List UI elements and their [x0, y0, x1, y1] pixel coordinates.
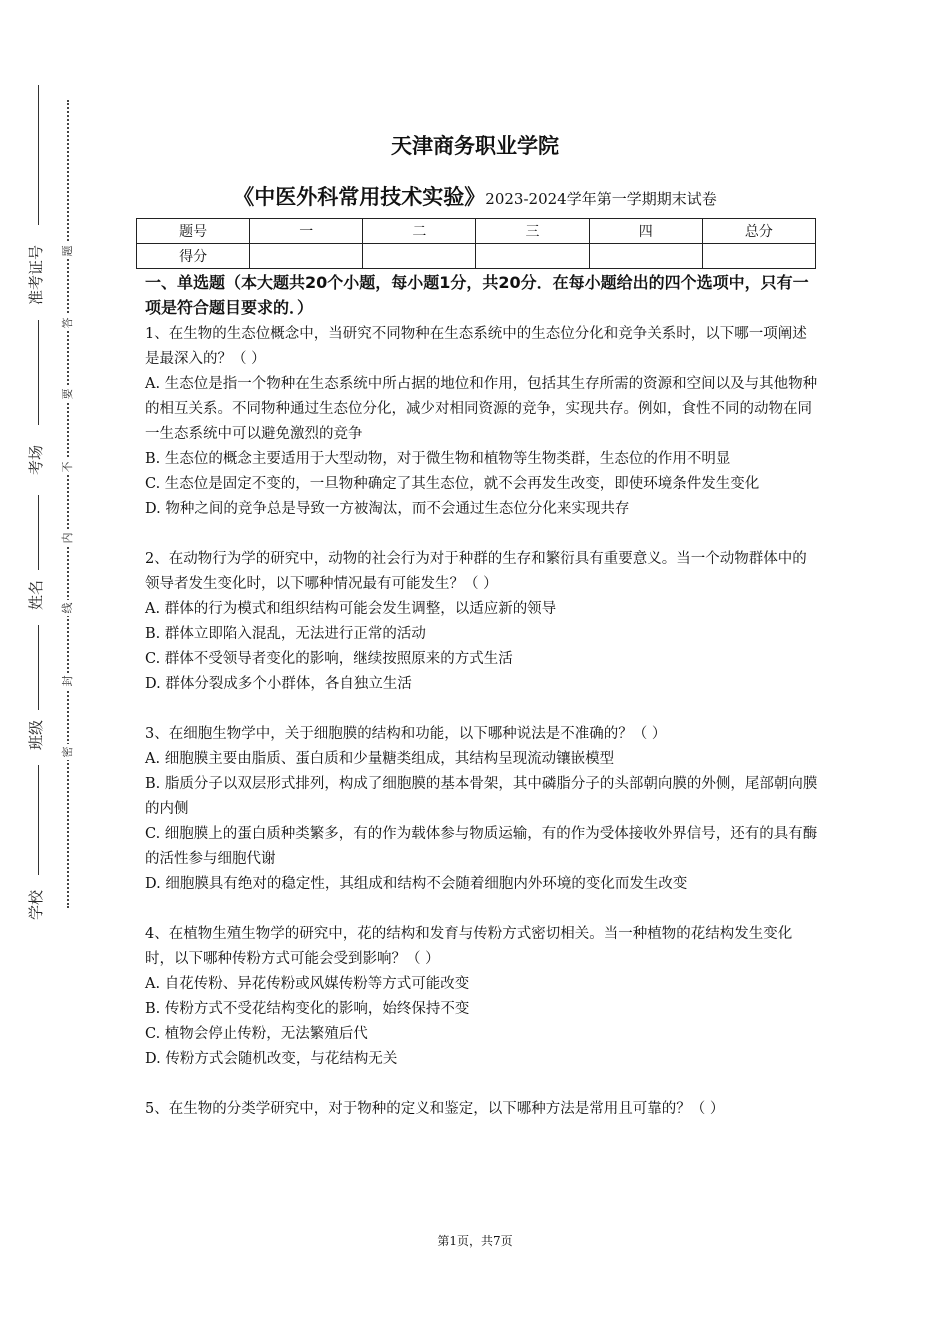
option-d: D. 群体分裂成多个小群体，各自独立生活 — [145, 676, 412, 692]
seal-char: 封 — [60, 673, 76, 689]
question-stem: 2、在动物行为学的研究中，动物的社会行为对于种群的生存和繁衍具有重要意义。当一个动物群体中的领导者发生变化时，以下哪种情况最有可能发生？（ ） — [145, 551, 807, 592]
seal-char: 内 — [60, 530, 76, 546]
score-table-score-row — [137, 244, 816, 269]
option-b: B. 生态位的概念主要适用于大型动物，对于微生物和植物等生物类群，生态位的作用不明显 — [145, 451, 731, 467]
score-row-label: 得分 — [137, 244, 250, 269]
seal-char: 要 — [60, 386, 76, 402]
option-c: C. 群体不受领导者变化的影响，继续按照原来的方式生活 — [145, 651, 513, 667]
binding-label-school: 学校 — [27, 890, 45, 921]
question-stem: 4、在植物生殖生物学的研究中，花的结构和发育与传粉方式密切相关。当一种植物的花结构发生变化时，以下哪种传粉方式可能会受到影响？（ ） — [145, 926, 793, 967]
question-1 — [145, 322, 820, 522]
score-header-cell: 三 — [476, 219, 589, 244]
option-a: A. 生态位是指一个物种在生态系统中所占据的地位和作用，包括其生存所需的资源和空间以及与其他物种的相互关系。不同物种通过生态位分化，减少对相同资源的竞争，实现共存。例如，食性不同的动物在同一生态系统中可以避免激烈的竞争 — [145, 376, 818, 442]
question-4 — [145, 922, 820, 1072]
question-2 — [145, 547, 820, 697]
binding-line — [38, 625, 39, 710]
option-c: C. 细胞膜上的蛋白质种类繁多，有的作为载体参与物质运输，有的作为受体接收外界信号，还有的具有酶的活性参与细胞代谢 — [145, 826, 818, 867]
binding-label-name: 姓名 — [27, 580, 45, 611]
binding-label-class: 班级 — [27, 720, 45, 751]
score-header-cell: 二 — [363, 219, 476, 244]
score-cell — [363, 244, 476, 269]
option-a: A. 群体的行为模式和组织结构可能会发生调整，以适应新的领导 — [145, 601, 557, 617]
seal-dotted-line — [67, 100, 69, 908]
option-b: B. 传粉方式不受花结构变化的影响，始终保持不变 — [145, 1001, 470, 1017]
score-cell — [702, 244, 815, 269]
score-header-cell: 总分 — [702, 219, 815, 244]
score-header-cell: 四 — [589, 219, 702, 244]
exam-subtitle — [0, 181, 950, 211]
exam-term: 2023-2024学年第一学期期末试卷 — [485, 190, 717, 208]
school-title: 天津商务职业学院 — [391, 134, 559, 158]
score-cell — [250, 244, 363, 269]
option-c: C. 植物会停止传粉，无法繁殖后代 — [145, 1026, 368, 1042]
option-d: D. 物种之间的竞争总是导致一方被淘汰，而不会通过生态位分化来实现共存 — [145, 501, 630, 517]
score-header-cell: 题号 — [137, 219, 250, 244]
question-3 — [145, 722, 820, 897]
question-stem: 3、在细胞生物学中，关于细胞膜的结构和功能，以下哪种说法是不准确的？（ ） — [145, 726, 667, 742]
question-stem: 1、在生物的生态位概念中，当研究不同物种在生态系统中的生态位分化和竞争关系时，以下哪一项阐述是最深入的？（ ） — [145, 326, 807, 367]
option-a: A. 细胞膜主要由脂质、蛋白质和少量糖类组成，其结构呈现流动镶嵌模型 — [145, 751, 615, 767]
section-heading: 一、单选题（本大题共20个小题，每小题1分，共20分．在每小题给出的四个选项中，只有一项是符合题目要求的．） — [145, 273, 809, 317]
score-cell — [476, 244, 589, 269]
option-d: D. 细胞膜具有绝对的稳定性，其组成和结构不会随着细胞内外环境的变化而发生改变 — [145, 876, 688, 892]
binding-line — [38, 320, 39, 425]
question-stem: 5、在生物的分类学研究中，对于物种的定义和鉴定，以下哪种方法是常用且可靠的？（ ） — [145, 1101, 725, 1117]
binding-line — [38, 765, 39, 875]
option-d: D. 传粉方式会随机改变，与花结构无关 — [145, 1051, 398, 1067]
seal-char: 答 — [60, 315, 76, 331]
option-a: A. 自花传粉、异花传粉或风媒传粉等方式可能改变 — [145, 976, 470, 992]
binding-label-exam-room: 考场 — [27, 445, 45, 476]
option-b: B. 脂质分子以双层形式排列，构成了细胞膜的基本骨架，其中磷脂分子的头部朝向膜的外侧，尾部朝向膜的内侧 — [145, 776, 818, 817]
score-cell — [589, 244, 702, 269]
binding-line — [38, 495, 39, 570]
seal-char: 密 — [60, 744, 76, 760]
option-c: C. 生态位是固定不变的，一旦物种确定了其生态位，就不会再发生改变，即使环境条件发生变化 — [145, 476, 760, 492]
question-5 — [145, 1097, 820, 1122]
binding-label-exam-id: 准考证号 — [27, 244, 45, 305]
score-header-cell: 一 — [250, 219, 363, 244]
exam-content — [145, 270, 820, 1147]
score-table — [136, 218, 816, 269]
option-b: B. 群体立即陷入混乱，无法进行正常的活动 — [145, 626, 426, 642]
page-footer: 第1页，共7页 — [437, 1234, 513, 1248]
seal-char: 不 — [60, 459, 76, 475]
course-name: 《中医外科常用技术实验》 — [233, 185, 486, 209]
seal-char: 题 — [60, 243, 76, 259]
seal-char: 线 — [60, 600, 76, 616]
score-table-header-row — [137, 219, 816, 244]
